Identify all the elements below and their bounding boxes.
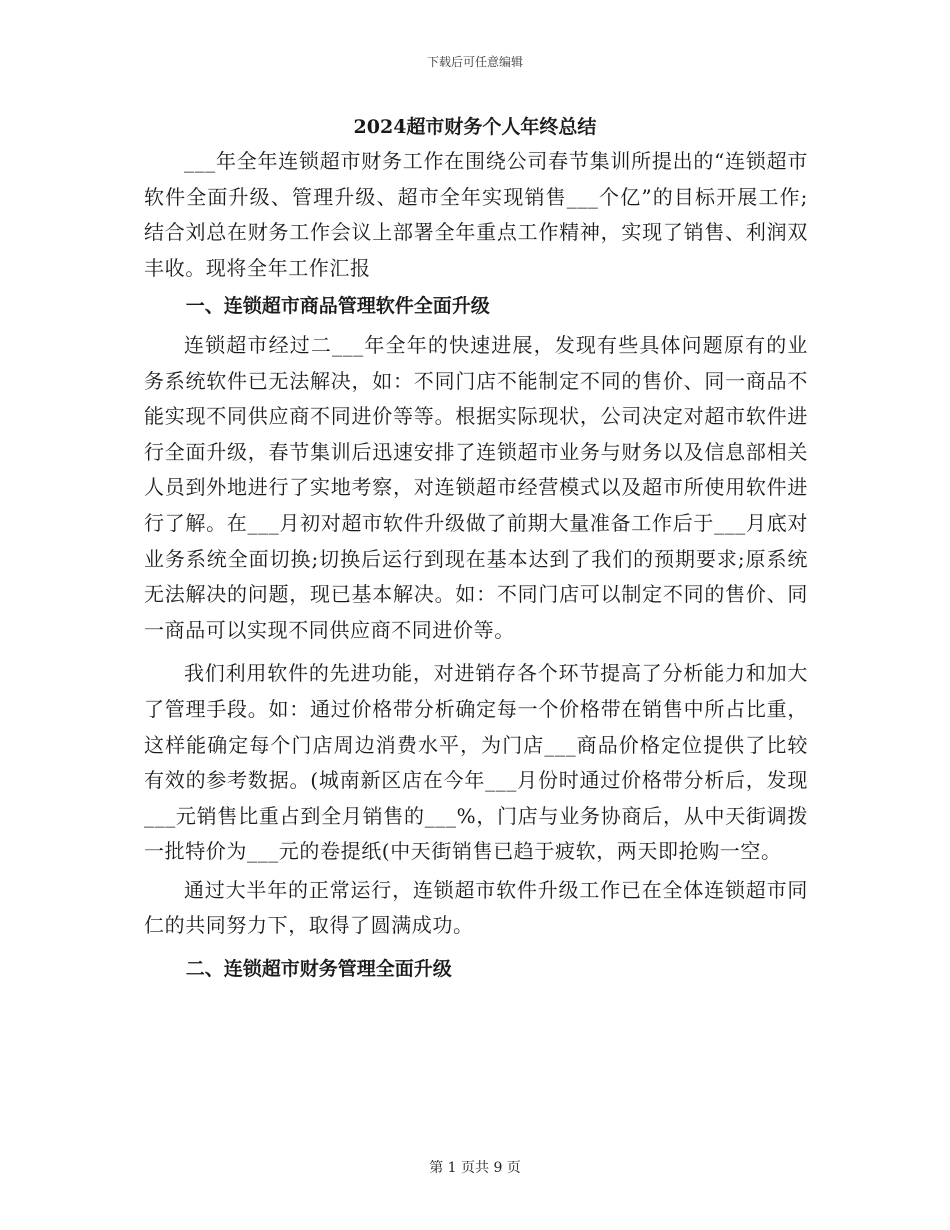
section-heading-1: 一、连锁超市商品管理软件全面升级 — [185, 295, 490, 318]
section1-paragraph-2: 我们利用软件的先进功能，对进销存各个环节提高了分析能力和加大了管理手段。如：通过价格带分析确定每一个价格带在销售中所占比重，这样能确定每个门店周边消费水平，为门店___商品价格定位提供了比较有效的参考数据。(城南新区店在今年___月份时通过价格带分析后，发现___元销售比重占到全月销售的___%，门店与业务协商后，从中天街调拨一批特价为___元的卷提纸(中天街销售已趋于疲软，两天即抢购一空。 — [144, 661, 808, 864]
section1-paragraph-3: 通过大半年的正常运行，连锁超市软件升级工作已在全体连锁超市同仁的共同努力下，取得了圆满成功。 — [144, 877, 808, 938]
page-header-note: 下载后可任意编辑 — [426, 55, 523, 69]
page-number-footer: 第 1 页共 9 页 — [429, 1160, 521, 1176]
intro-paragraph: ___年全年连锁超市财务工作在围绕公司春节集训所提出的“连锁超市软件全面升级、管理升级、超市全年实现销售___个亿”的目标开展工作;结合刘总在财务工作会议上部署全年重点工作精神，实现了销售、利润双丰收。现将全年工作汇报 — [144, 149, 808, 280]
document-body — [144, 144, 808, 988]
document-title: 2024超市财务个人年终总结 — [353, 116, 597, 138]
section-heading-2: 二、连锁超市财务管理全面升级 — [185, 958, 452, 981]
section1-paragraph-1: 连锁超市经过二___年全年的快速进展，发现有些具体问题原有的业务系统软件已无法解决，如：不同门店不能制定不同的售价、同一商品不能实现不同供应商不同进价等等。根据实际现状，公司决定对超市软件进行全面升级，春节集训后迅速安排了连锁超市业务与财务以及信息部相关人员到外地进行了实地考察，对连锁超市经营模式以及超市所使用软件进行了解。在___月初对超市软件升级做了前期大量准备工作后于___月底对业务系统全面切换;切换后运行到现在基本达到了我们的预期要求;原系统无法解决的问题，现已基本解决。如：不同门店可以制定不同的售价、同一商品可以实现不同供应商不同进价等。 — [144, 332, 808, 642]
